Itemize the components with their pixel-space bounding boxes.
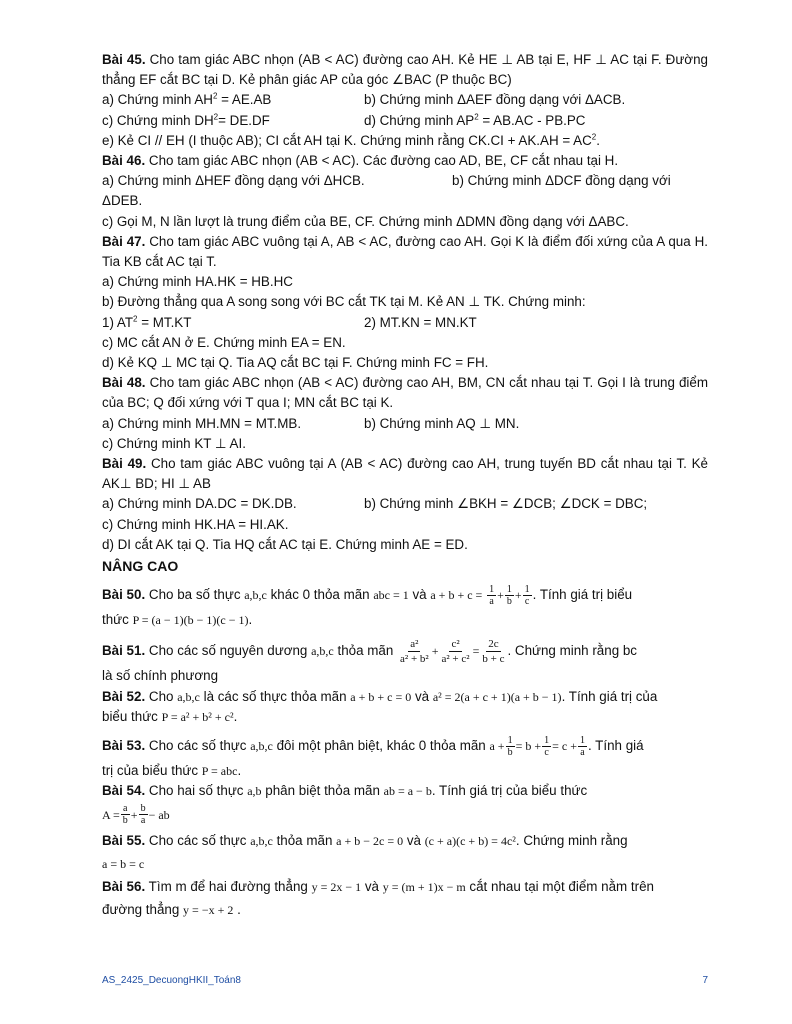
exercise-49-part-b: b) Chứng minh ∠BKH = ∠DCB; ∠DCK = DBC;: [364, 496, 648, 512]
exercise-50-line2: thức P = (a − 1)(b − 1)(c − 1).: [102, 612, 253, 628]
footer-document-name: AS_2425_DecuongHKII_Toán8: [102, 975, 241, 986]
exercise-54-line1: Bài 54. Cho hai số thực a,b phân biệt thỏa mãn ab = a − b. Tính giá trị của biểu thức: [102, 783, 588, 799]
exercise-48-row-ab: [102, 414, 708, 434]
exercise-45-part-d: d) Chứng minh $AP^2 = AB.AC - PB.PC$: [364, 112, 586, 128]
exercise-47-part-a: a) Chứng minh HA.HK = HB.HC: [102, 274, 293, 290]
exercise-49-part-c: c) Chứng minh HK.HA = HI.AK.: [102, 516, 289, 532]
exercise-48-part-c: c) Chứng minh KT ⊥ AI.: [102, 435, 246, 451]
exercise-46-part-b-cont: ΔDEB.: [102, 193, 143, 209]
exercise-49-stem: Bài 49. Cho tam giác ABC vuông tại A (AB < AC) đường cao AH, trung tuyến BD cắt nhau tại T. Kẻ AK⊥ BD; HI ⊥ AB: [102, 456, 708, 492]
exercise-56-line2: đường thẳng y = −x + 2 .: [102, 901, 241, 917]
exercise-46-row-ab: [102, 171, 708, 191]
exercise-45-row-ab: [102, 90, 708, 110]
fraction-1-over-a: $\frac{1}{a}$: [579, 735, 585, 759]
page-footer: [102, 975, 708, 986]
exercise-47-row-b12: [102, 313, 708, 333]
fraction-c2-over-a2c2: $\frac{\text{c²}}{\text{a² + c²}}$: [441, 638, 470, 666]
exercise-51-line1: Bài 51. Cho các số nguyên dương a,b,c thỏa mãn $\frac{\text{a²}}{\text{a² + b²}}$ + $\frac{\text{c²}}{\text{a² + c²}}$ = $\frac{2c}{b + c}$ . Chứng minh rằng bc: [102, 638, 637, 666]
fraction-b-over-a: $\frac{b}{a}$: [140, 803, 146, 827]
fraction-1-over-c: $\frac{1}{c}$: [544, 735, 550, 759]
exercise-49-part-a: a) Chứng minh DA.DC = DK.DB.: [102, 496, 297, 512]
exercise-52-line1: Bài 52. Cho a,b,c là các số thực thỏa mãn a + b + c = 0 và a² = 2(a + c + 1)(a + b − 1). Tính giá trị của: [102, 688, 658, 704]
exercise-49-part-d: d) DI cắt AK tại Q. Tia HQ cắt AC tại E. Chứng minh AE = ED.: [102, 536, 468, 552]
exercise-46-part-c: c) Gọi M, N lần lượt là trung điểm của BE, CF. Chứng minh ΔDMN đồng dạng với ΔABC.: [102, 213, 629, 229]
exercise-51-line2: là số chính phương: [102, 668, 219, 684]
exercise-48-part-b: b) Chứng minh AQ ⊥ MN.: [364, 415, 520, 431]
fraction-1-over-c: $\frac{1}{c}$: [524, 584, 530, 608]
fraction-2c-over-bc: $\frac{2c}{b + c}$: [482, 638, 505, 666]
exercise-48-part-a: a) Chứng minh MH.MN = MT.MB.: [102, 415, 302, 431]
exercise-46-stem: Bài 46. Cho tam giác ABC nhọn (AB < AC). Các đường cao AD, BE, CF cắt nhau tại H.: [102, 153, 619, 169]
exercise-55-line1: Bài 55. Cho các số thực a,b,c thỏa mãn a + b − 2c = 0 và (c + a)(c + b) = 4c². Chứng minh rằng: [102, 832, 628, 848]
exercise-48-stem: Bài 48. Cho tam giác ABC nhọn (AB < AC) đường cao AH, BM, CN cắt nhau tại T. Gọi I là trung điểm của BC; Q đối xứng với T qua I; MN cắt BC tại K.: [102, 375, 708, 411]
exercise-54-line2: A = $\frac{a}{b}$ + $\frac{b}{a}$ − ab: [102, 803, 170, 827]
exercise-46-part-a: a) Chứng minh ΔHEF đồng dạng với ΔHCB.: [102, 173, 365, 189]
exercise-45-part-a: a) Chứng minh $AH^2 = AE.AB$: [102, 91, 272, 108]
exercise-45-part-c: c) Chứng minh $DH^2= DE.DF$: [102, 112, 270, 128]
exercise-47-part-b2: 2) MT.KN = MN.KT: [364, 314, 477, 330]
section-heading-advanced: NÂNG CAO: [102, 558, 179, 575]
exercise-53-line2: trị của biểu thức P = abc.: [102, 763, 242, 779]
exercise-47-part-d: d) Kẻ KQ ⊥ MC tại Q. Tia AQ cắt BC tại F. Chứng minh FC = FH.: [102, 355, 489, 371]
exercise-45-part-b: b) Chứng minh ΔAEF đồng dạng với ΔACB.: [364, 92, 626, 108]
exercise-45-row-cd: [102, 111, 708, 131]
footer-page-number: 7: [702, 975, 708, 986]
exercise-50-line1: Bài 50. Cho ba số thực a,b,c khác 0 thỏa mãn abc = 1 và a + b + c = $\frac{1}{a}$ + $\frac{1}{b}$ + $\frac{1}{c}$ . Tính giá trị biểu: [102, 584, 633, 608]
fraction-a2-over-a2b2: $\frac{\text{a²}}{\text{a² + b²}}$: [400, 638, 429, 666]
fraction-1-over-b: $\frac{1}{b}$: [506, 584, 512, 608]
exercise-56-line1: Bài 56. Tìm m để hai đường thẳng y = 2x − 1 và y = (m + 1)x − m cắt nhau tại một điểm nằm trên: [102, 878, 654, 894]
exercise-52-line2: biểu thức P = a² + b² + c².: [102, 708, 238, 724]
exercise-49-row-ab: [102, 494, 708, 514]
exercise-47-stem: Bài 47. Cho tam giác ABC vuông tại A, AB < AC, đường cao AH. Gọi K là điểm đối xứng của A qua H. Tia KB cắt AC tại T.: [102, 233, 708, 270]
exercise-53-line1: Bài 53. Cho các số thực a,b,c đôi một phân biệt, khác 0 thỏa mãn a + $\frac{1}{b}$ = b + $\frac{1}{c}$ = c + $\frac{1}{a}$ . Tính giá: [102, 735, 644, 759]
exercise-45-stem: Bài 45. Cho tam giác ABC nhọn (AB < AC) đường cao AH. Kẻ HE ⊥ AB tại E, HF ⊥ AC tại F. Đường thẳng EF cắt BC tại D. Kẻ phân giác AP của góc ∠BAC (P thuộc BC): [102, 52, 708, 88]
exercise-47-part-c: c) MC cắt AN ở E. Chứng minh EA = EN.: [102, 334, 346, 350]
fraction-a-over-b: $\frac{a}{b}$: [122, 803, 128, 827]
exercise-47-part-b: b) Đường thẳng qua A song song với BC cắt TK tại M. Kẻ AN ⊥ TK. Chứng minh:: [102, 294, 586, 310]
exercise-55-line2: a = b = c: [102, 856, 145, 871]
fraction-1-over-b: $\frac{1}{b}$: [507, 735, 513, 759]
exercise-46-part-b: b) Chứng minh ΔDCF đồng dạng với: [452, 173, 671, 189]
fraction-1-over-a: $\frac{1}{a}$: [489, 584, 495, 608]
exercise-45-part-e: e) Kẻ CI // EH (I thuộc AB); CI cắt AH tại K. Chứng minh rằng $CK.CI + AK.AH = AC^2$.: [102, 132, 600, 148]
exercise-47-part-b1: 1) $AT^2 = MT.KT$: [102, 314, 192, 330]
document-body: [102, 50, 708, 920]
